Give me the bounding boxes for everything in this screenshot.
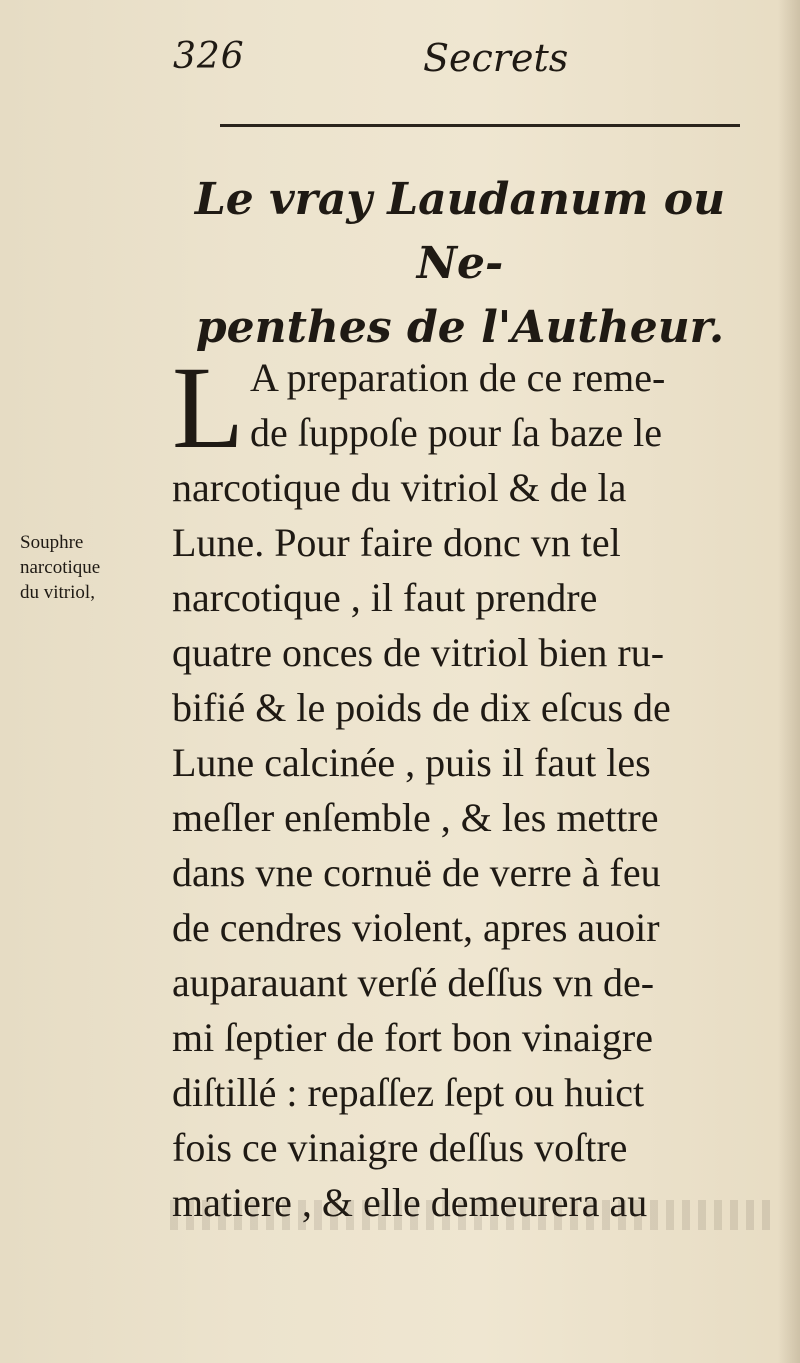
body-line: Lune. Pour faire donc vn tel bbox=[172, 520, 621, 565]
body-line: Lune calcinée , puis il faut les bbox=[172, 740, 651, 785]
chapter-title-line-1: Le vray Laudanum ou Ne- bbox=[194, 174, 726, 289]
running-title: Secrets bbox=[423, 36, 569, 80]
page-number: 326 bbox=[173, 36, 245, 77]
body-line: dans vne cornuë de verre à feu bbox=[172, 850, 661, 895]
body-line: de ſuppoſe pour ſa baze le bbox=[250, 410, 663, 455]
body-text bbox=[172, 342, 762, 1230]
body-line: mi ſeptier de fort bon vinaigre bbox=[172, 1015, 653, 1060]
drop-cap: L bbox=[172, 342, 245, 473]
margin-note bbox=[20, 530, 160, 605]
show-through-ink bbox=[170, 1200, 770, 1230]
margin-note-line-1: Souphre bbox=[20, 532, 84, 553]
body-line: fois ce vinaigre deſſus voſtre bbox=[172, 1125, 628, 1170]
chapter-title-line-2: penthes de l'Autheur. bbox=[195, 302, 725, 353]
body-line: auparauant verſé deſſus vn de- bbox=[172, 960, 655, 1005]
body-line: quatre onces de vitriol bien ru- bbox=[172, 630, 665, 675]
body-line: meſler enſemble , & les mettre bbox=[172, 795, 659, 840]
body-line: A preparation de ce reme- bbox=[250, 355, 666, 400]
body-line: bifié & le poids de dix eſcus de bbox=[172, 685, 671, 730]
page-edge-shadow bbox=[778, 0, 800, 1363]
running-head bbox=[165, 30, 745, 90]
header-rule bbox=[220, 124, 740, 127]
body-line: matiere , & elle demeurera au bbox=[172, 1180, 648, 1225]
body-line: narcotique , il faut prendre bbox=[172, 575, 598, 620]
body-line: narcotique du vitriol & de la bbox=[172, 465, 627, 510]
body-line: de cendres violent, apres auoir bbox=[172, 905, 660, 950]
chapter-title bbox=[150, 168, 770, 360]
margin-note-line-2: narcotique bbox=[20, 557, 101, 578]
body-line: diſtillé : repaſſez ſept ou huict bbox=[172, 1070, 645, 1115]
margin-note-line-3: du vitriol, bbox=[20, 582, 95, 603]
